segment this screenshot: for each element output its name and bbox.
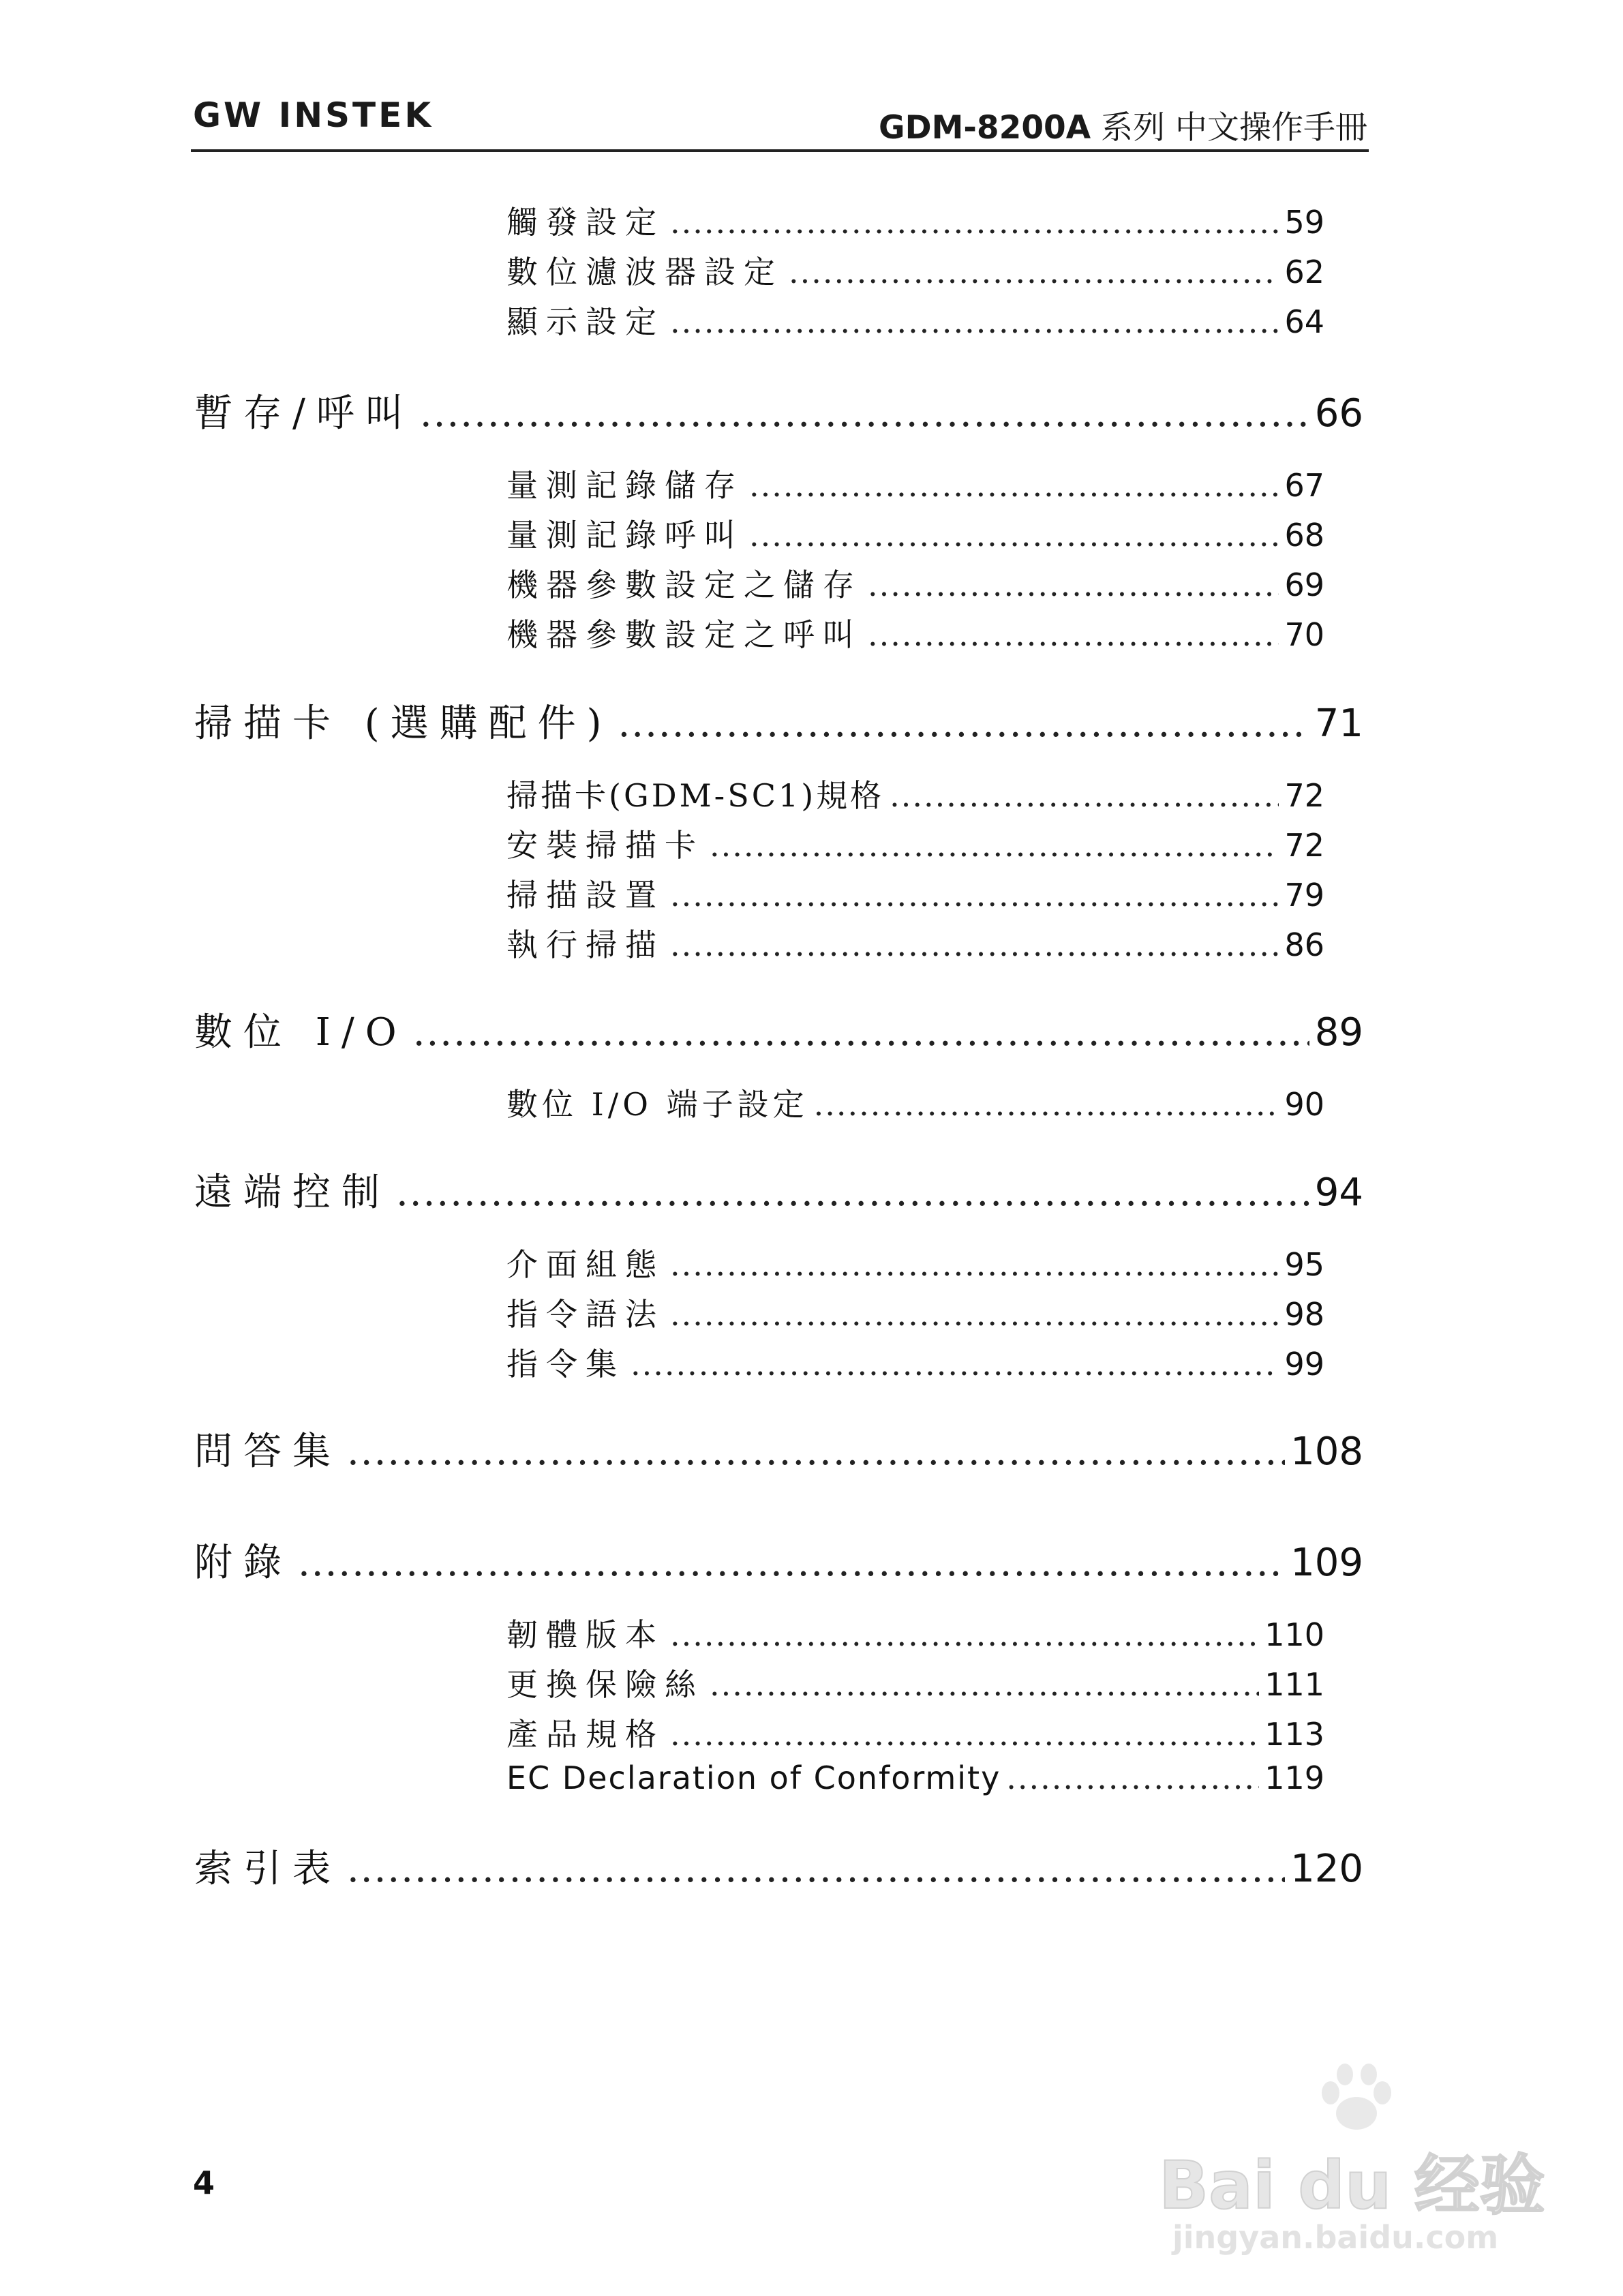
toc-section[interactable] bbox=[194, 1532, 1363, 1587]
model-name: GDM-8200A bbox=[879, 109, 1091, 147]
toc-entry-title: 產品規格 bbox=[506, 1716, 665, 1753]
toc-leader bbox=[749, 517, 1279, 554]
toc-section[interactable] bbox=[194, 1002, 1363, 1057]
toc-section-title: 索引表 bbox=[194, 1847, 342, 1891]
toc-leader bbox=[710, 827, 1279, 864]
baidu-watermark bbox=[1159, 2062, 1588, 2267]
toc-entry[interactable] bbox=[506, 198, 1324, 243]
toc-leader bbox=[670, 1296, 1279, 1333]
toc-entry[interactable] bbox=[506, 247, 1324, 292]
toc-section-page: 120 bbox=[1290, 1847, 1363, 1891]
toc-section-page: 89 bbox=[1314, 1010, 1363, 1055]
toc-leader bbox=[670, 1716, 1259, 1753]
toc-section-title: 掃描卡 (選購配件) bbox=[194, 701, 613, 746]
toc-section-title: 附錄 bbox=[194, 1541, 292, 1585]
toc-entry[interactable] bbox=[506, 1080, 1324, 1125]
toc-leader bbox=[868, 616, 1279, 653]
toc-entry-page: 72 bbox=[1284, 777, 1324, 814]
toc-leader bbox=[710, 1666, 1259, 1703]
toc-entry[interactable] bbox=[506, 771, 1324, 816]
toc-entry[interactable] bbox=[506, 560, 1324, 605]
toc-entry[interactable] bbox=[506, 297, 1324, 342]
toc-entry[interactable] bbox=[506, 920, 1324, 965]
toc-entry-title: 更換保險絲 bbox=[506, 1666, 704, 1703]
toc-entry-title: 觸發設定 bbox=[506, 204, 665, 241]
toc-entry-page: 99 bbox=[1284, 1346, 1324, 1383]
toc-entry-page: 70 bbox=[1284, 616, 1324, 653]
toc-entry[interactable] bbox=[506, 1290, 1324, 1335]
page-number: 4 bbox=[193, 2164, 215, 2201]
toc-section-title: 遠端控制 bbox=[194, 1170, 391, 1215]
toc-section-page: 108 bbox=[1290, 1430, 1363, 1474]
toc-leader bbox=[413, 1010, 1309, 1055]
toc-leader bbox=[670, 1616, 1259, 1653]
toc-entry-page: 69 bbox=[1284, 567, 1324, 603]
toc-entry[interactable] bbox=[506, 1340, 1324, 1385]
toc-entry-page: 67 bbox=[1284, 467, 1324, 504]
toc-entry-title: 執行掃描 bbox=[506, 926, 665, 963]
toc-leader bbox=[749, 467, 1279, 504]
toc-entry-page: 59 bbox=[1284, 204, 1324, 241]
toc-section[interactable] bbox=[194, 693, 1363, 748]
toc-entry[interactable] bbox=[506, 1610, 1324, 1655]
toc-leader bbox=[298, 1541, 1285, 1585]
toc-entry-page: 95 bbox=[1284, 1246, 1324, 1283]
toc-entry[interactable] bbox=[506, 610, 1324, 655]
toc-section[interactable] bbox=[194, 1162, 1363, 1217]
toc-entry-page: 90 bbox=[1284, 1086, 1324, 1123]
toc-leader bbox=[1006, 1759, 1259, 1796]
toc-entry-page: 111 bbox=[1264, 1666, 1324, 1703]
toc-entry-title: 數位 I/O 端子設定 bbox=[506, 1086, 808, 1123]
toc-leader bbox=[890, 777, 1279, 814]
toc-entry-page: 86 bbox=[1284, 926, 1324, 963]
toc-section[interactable] bbox=[194, 1421, 1363, 1476]
toc-entry[interactable] bbox=[506, 1710, 1324, 1755]
toc-entry[interactable] bbox=[506, 1240, 1324, 1285]
toc-entry-title: 指令集 bbox=[506, 1346, 625, 1383]
toc-leader bbox=[789, 254, 1279, 290]
toc-entry-title: 數位濾波器設定 bbox=[506, 254, 783, 290]
toc-entry[interactable] bbox=[506, 461, 1324, 506]
toc-entry-page: 98 bbox=[1284, 1296, 1324, 1333]
title-text: 系列 中文操作手冊 bbox=[1091, 109, 1367, 147]
toc-entry[interactable] bbox=[506, 871, 1324, 916]
toc-leader bbox=[631, 1346, 1279, 1383]
toc-leader bbox=[670, 204, 1279, 241]
toc-entry[interactable] bbox=[506, 821, 1324, 866]
toc-entry-title: 機器參數設定之儲存 bbox=[506, 567, 862, 603]
toc-entry-page: 64 bbox=[1284, 303, 1324, 340]
toc-entry-title: 掃描設置 bbox=[506, 877, 665, 913]
toc-section-page: 94 bbox=[1314, 1170, 1363, 1215]
toc-leader bbox=[670, 1246, 1279, 1283]
toc-leader bbox=[670, 303, 1279, 340]
toc-section-page: 109 bbox=[1290, 1541, 1363, 1585]
paw-icon bbox=[1316, 2062, 1397, 2137]
toc-leader bbox=[814, 1086, 1279, 1123]
toc-leader bbox=[670, 926, 1279, 963]
toc-entry-page: 113 bbox=[1264, 1716, 1324, 1753]
toc-section-page: 71 bbox=[1314, 701, 1363, 746]
toc-entry-title: 顯示設定 bbox=[506, 303, 665, 340]
watermark-brand: Bai du 经验 bbox=[1159, 2147, 1545, 2224]
toc-entry-title: EC Declaration of Conformity bbox=[506, 1759, 1001, 1796]
toc-entry[interactable] bbox=[506, 1660, 1324, 1705]
toc-entry-page: 68 bbox=[1284, 517, 1324, 554]
toc-entry-title: 掃描卡(GDM-SC1)規格 bbox=[506, 777, 885, 814]
toc-section-title: 數位 I/O bbox=[194, 1010, 408, 1055]
toc-entry-title: 韌體版本 bbox=[506, 1616, 665, 1653]
toc-leader bbox=[618, 701, 1309, 746]
toc-leader bbox=[670, 877, 1279, 913]
toc-entry[interactable] bbox=[506, 511, 1324, 556]
gw-instek-logo: GW INSTEK bbox=[193, 95, 434, 135]
toc-entry-title: 介面組態 bbox=[506, 1246, 665, 1283]
toc-section[interactable] bbox=[194, 383, 1363, 438]
toc-entry-page: 72 bbox=[1284, 827, 1324, 864]
toc-leader bbox=[396, 1170, 1309, 1215]
toc-entry-title: 量測記錄呼叫 bbox=[506, 517, 744, 554]
toc-entry-title: 機器參數設定之呼叫 bbox=[506, 616, 862, 653]
toc-section-title: 暫存/呼叫 bbox=[194, 391, 414, 436]
toc-entry-page: 110 bbox=[1264, 1616, 1324, 1653]
toc-leader bbox=[347, 1430, 1285, 1474]
toc-leader bbox=[868, 567, 1279, 603]
toc-section[interactable] bbox=[194, 1839, 1363, 1893]
toc-section-page: 66 bbox=[1314, 391, 1363, 436]
toc-entry-page: 119 bbox=[1264, 1759, 1324, 1796]
toc-entry-title: 安裝掃描卡 bbox=[506, 827, 704, 864]
watermark-url: jingyan.baidu.com bbox=[1172, 2219, 1499, 2256]
toc-entry-title: 量測記錄儲存 bbox=[506, 467, 744, 504]
toc-leader bbox=[347, 1847, 1285, 1891]
toc-section-title: 問答集 bbox=[194, 1430, 342, 1474]
toc-entry-page: 79 bbox=[1284, 877, 1324, 913]
toc-entry[interactable] bbox=[506, 1759, 1324, 1796]
toc-entry-title: 指令語法 bbox=[506, 1296, 665, 1333]
toc-leader bbox=[420, 391, 1309, 436]
toc-entry-page: 62 bbox=[1284, 254, 1324, 290]
